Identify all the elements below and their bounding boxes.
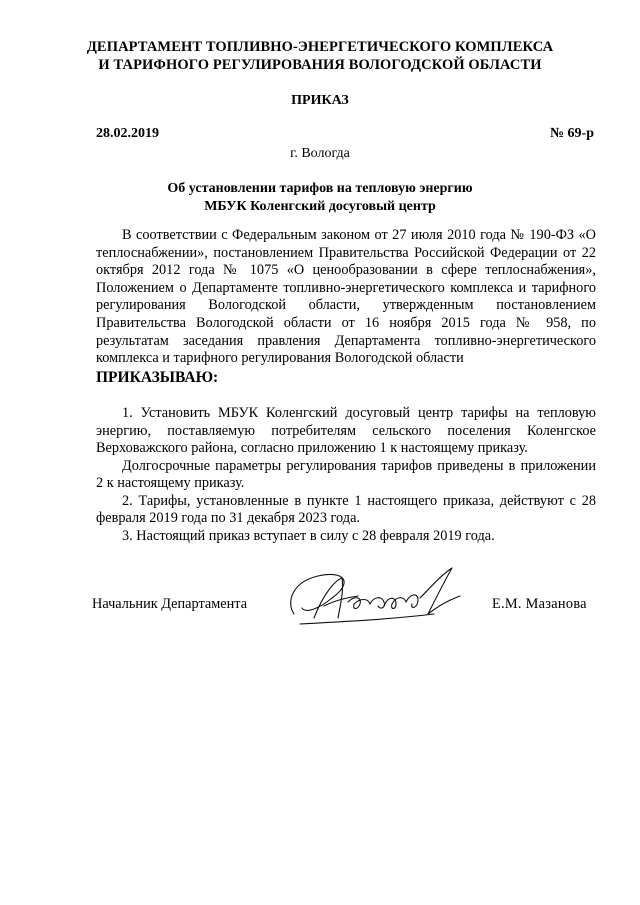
order-item-1-note: Долгосрочные параметры регулирования тарифов приведены в приложении 2 к настоящему приказу. [96, 457, 596, 491]
document-type-title: ПРИКАЗ [291, 93, 349, 108]
department-header [60, 38, 580, 74]
order-subject [120, 180, 520, 216]
order-item-2: 2. Тарифы, установленные в пункте 1 настоящего приказа, действуют с 28 февраля 2019 года по 31 декабря 2023 года. [96, 492, 596, 526]
preamble-paragraph: В соответствии с Федеральным законом от 27 июля 2010 года № 190-ФЗ «О теплоснабжении», постановлением Правительства Российской Федерации от 22 октября 2012 года № 1075 «О ценообразовании в сфере теплоснабжения», Положением о Департаменте топливно-энергетического комплекса и тарифного регулирования Вологодской области, утвержденным постановлением Правительства Вологодской области от 16 ноября 2015 года № 958, по результатам заседания правления Департамента топливно-энергетического комплекса и тарифного регулирования Вологодской области [96, 227, 596, 367]
order-city: г. Вологда [290, 146, 350, 161]
department-line-2: И ТАРИФНОГО РЕГУЛИРОВАНИЯ ВОЛОГОДСКОЙ ОБЛАСТИ [98, 57, 542, 73]
order-item-1: 1. Установить МБУК Коленгский досуговый центр тарифы на тепловую энергию, поставляемую потребителям сельского поселения Коленгское Верховажского района, согласно приложению 1 к настоящему приказу. [96, 405, 596, 456]
signer-name: Е.М. Мазанова [492, 596, 587, 612]
handwritten-signature [284, 562, 470, 634]
order-date: 28.02.2019 [96, 126, 159, 141]
order-item-3: 3. Настоящий приказ вступает в силу с 28 февраля 2019 года. [122, 527, 495, 544]
order-items [96, 405, 596, 545]
order-number: № 69-р [549, 126, 594, 141]
department-line-1: ДЕПАРТАМЕНТ ТОПЛИВНО-ЭНЕРГЕТИЧЕСКОГО КОМПЛЕКСА [86, 39, 554, 55]
signer-title: Начальник Департамента [92, 596, 248, 612]
order-keyword: ПРИКАЗЫВАЮ: [96, 369, 219, 386]
subject-line-2: МБУК Коленгский досуговый центр [204, 199, 436, 214]
subject-line-1: Об установлении тарифов на тепловую энергию [167, 181, 473, 196]
